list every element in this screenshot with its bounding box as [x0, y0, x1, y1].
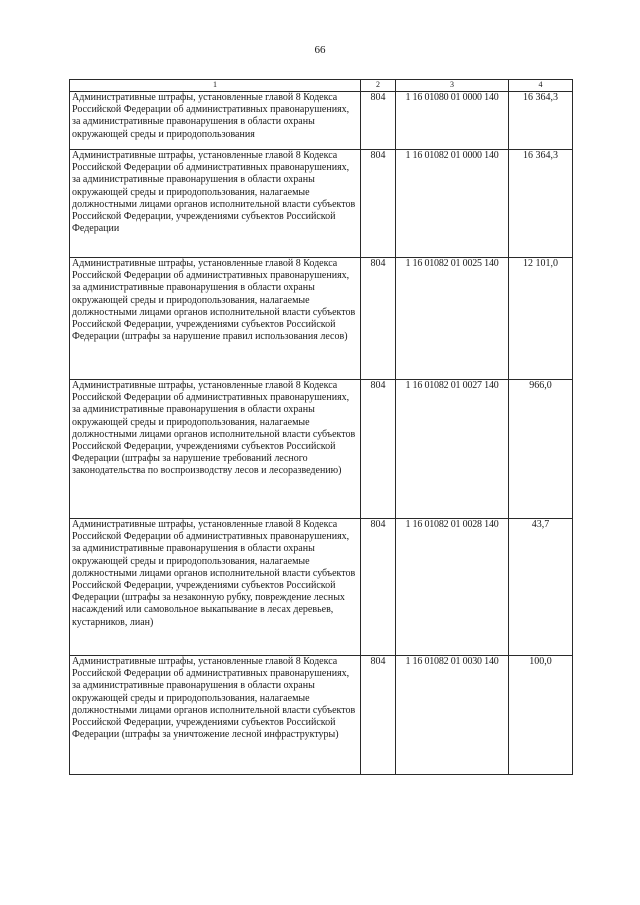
column-header-description: 1 — [70, 80, 361, 92]
row-amount: 16 364,3 — [509, 92, 573, 150]
row-admin-code: 804 — [361, 656, 396, 775]
row-budget-code: 1 16 01082 01 0025 140 — [396, 258, 509, 380]
row-description: Административные штрафы, установленные главой 8 Кодекса Российской Федерации об административных правонарушениях, за административные правонарушения в области охраны окружающей среды и природопользования — [70, 92, 361, 150]
row-budget-code: 1 16 01082 01 0030 140 — [396, 656, 509, 775]
row-admin-code: 804 — [361, 258, 396, 380]
row-admin-code: 804 — [361, 519, 396, 656]
row-budget-code: 1 16 01080 01 0000 140 — [396, 92, 509, 150]
budget-table — [69, 79, 573, 775]
row-admin-code: 804 — [361, 150, 396, 258]
row-budget-code: 1 16 01082 01 0028 140 — [396, 519, 509, 656]
row-description: Административные штрафы, установленные главой 8 Кодекса Российской Федерации об административных правонарушениях, за административные правонарушения в области охраны окружающей среды и природопользования, налагаемые должностными лицами органов исполнительной власти субъектов Российской Федерации, учреждениями субъектов Российской Федерации — [70, 150, 361, 258]
page-number: 66 — [314, 44, 326, 56]
table-row — [70, 656, 573, 775]
row-admin-code: 804 — [361, 380, 396, 519]
row-amount: 43,7 — [509, 519, 573, 656]
table-row — [70, 258, 573, 380]
row-description: Административные штрафы, установленные главой 8 Кодекса Российской Федерации об административных правонарушениях, за административные правонарушения в области охраны окружающей среды и природопользования, налагаемые должностными лицами органов исполнительной власти субъектов Российской Федерации, учреждениями субъектов Российской Федерации (штрафы за уничтожение лесной инфраструктуры) — [70, 656, 361, 775]
table-row — [70, 92, 573, 150]
column-header-budget-code: 3 — [396, 80, 509, 92]
row-description: Административные штрафы, установленные главой 8 Кодекса Российской Федерации об административных правонарушениях, за административные правонарушения в области охраны окружающей среды и природопользования, налагаемые должностными лицами органов исполнительной власти субъектов Российской Федерации, учреждениями субъектов Российской Федерации (штрафы за нарушение правил использования лесов) — [70, 258, 361, 380]
row-description: Административные штрафы, установленные главой 8 Кодекса Российской Федерации об административных правонарушениях, за административные правонарушения в области охраны окружающей среды и природопользования, налагаемые должностными лицами органов исполнительной власти субъектов Российской Федерации, учреждениями субъектов Российской Федерации (штрафы за нарушение требований лесного законодательства по воспроизводству лесов и лесоразведению) — [70, 380, 361, 519]
row-budget-code: 1 16 01082 01 0027 140 — [396, 380, 509, 519]
row-budget-code: 1 16 01082 01 0000 140 — [396, 150, 509, 258]
table-row — [70, 380, 573, 519]
row-admin-code: 804 — [361, 92, 396, 150]
table-header-row — [70, 80, 573, 92]
row-amount: 100,0 — [509, 656, 573, 775]
row-amount: 16 364,3 — [509, 150, 573, 258]
column-header-amount: 4 — [509, 80, 573, 92]
table-row — [70, 519, 573, 656]
row-amount: 966,0 — [509, 380, 573, 519]
row-amount: 12 101,0 — [509, 258, 573, 380]
row-description: Административные штрафы, установленные главой 8 Кодекса Российской Федерации об административных правонарушениях, за административные правонарушения в области охраны окружающей среды и природопользования, налагаемые должностными лицами органов исполнительной власти субъектов Российской Федерации, учреждениями субъектов Российской Федерации (штрафы за незаконную рубку, повреждение лесных насаждений или самовольное выкапывание в лесах деревьев, кустарников, лиан) — [70, 519, 361, 656]
table-row — [70, 150, 573, 258]
column-header-admin-code: 2 — [361, 80, 396, 92]
